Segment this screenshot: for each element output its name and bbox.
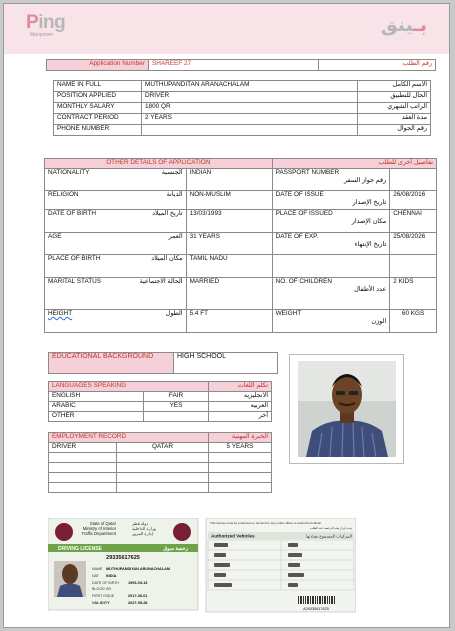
- table-row: [45, 233, 437, 255]
- table-row: [54, 81, 431, 92]
- employment-years: 5 YEARS: [209, 443, 272, 453]
- license-name-label: NAME: [92, 567, 103, 571]
- driving-license-image: [48, 518, 356, 614]
- detail-label-en: PLACE OF BIRTH: [48, 255, 101, 262]
- ping-logo: Ping Manpower: [26, 12, 66, 38]
- license-back-code: A29335617625: [303, 607, 329, 611]
- license-back-note: This license must be produced on demand to any police officer or authorized official: [210, 521, 321, 525]
- employment-title-ar: الخبرة المهنية: [209, 433, 272, 443]
- detail-label-ar: العمر: [168, 233, 183, 240]
- license-state-ar: دولة قطر: [132, 521, 149, 526]
- application-number-label-ar: رقم الطلب: [319, 60, 436, 71]
- detail-value: 13/03/1993: [186, 210, 272, 233]
- application-number-table: [46, 59, 436, 71]
- license-validity: 2027-05-28: [128, 601, 148, 605]
- table-row: [49, 433, 272, 443]
- license-nat-label: NAT: [92, 574, 99, 578]
- table-row: [49, 483, 272, 493]
- table-row: [45, 210, 437, 233]
- field-label-ar: الحال للتطبيق: [358, 92, 431, 103]
- detail-label-ar: الحالة الاجتماعية: [139, 278, 183, 285]
- language-name-ar: العربيه: [209, 402, 272, 412]
- detail-label-2: [272, 191, 390, 210]
- language-name: ENGLISH: [49, 392, 144, 402]
- detail-label-2-ar: تاريخ الإصدار: [352, 199, 387, 206]
- detail-value: MARRIED: [186, 278, 272, 310]
- languages-table: [48, 381, 272, 422]
- other-details-table: [44, 158, 437, 333]
- document-page: [3, 3, 450, 628]
- table-row: [45, 159, 437, 169]
- license-number: 29335617625: [106, 555, 140, 561]
- detail-label-ar: تاريخ الميلاد: [152, 210, 183, 217]
- table-row: [49, 453, 272, 463]
- detail-label-2: [272, 310, 390, 333]
- license-heading-ar: رخصة سوق: [163, 546, 188, 552]
- table-row: [49, 392, 272, 402]
- employment-position: DRIVER: [49, 443, 117, 453]
- detail-label-2-en: PASSPORT NUMBER: [275, 169, 340, 176]
- languages-title-ar: تكلم اللغات: [209, 382, 272, 392]
- detail-label-2: [272, 169, 390, 191]
- employment-years: [209, 463, 272, 473]
- detail-label-2-en: NO. OF CHILDREN: [275, 278, 333, 285]
- license-ministry: Ministry of Interior: [82, 526, 116, 531]
- detail-label: [45, 233, 187, 255]
- field-label-ar: رقم الجوال: [358, 125, 431, 136]
- field-label: MONTHLY SALARY: [54, 103, 142, 114]
- detail-label-ar: الطول: [165, 310, 183, 317]
- license-heading: DRIVING LICENSE: [58, 546, 102, 552]
- table-row: [54, 103, 431, 114]
- detail-value-2: 60 KGS: [390, 310, 437, 333]
- field-label-ar: الاسم الكامل: [358, 81, 431, 92]
- employment-position: [49, 463, 117, 473]
- detail-label: [45, 191, 187, 210]
- education-value: HIGH SCHOOL: [174, 353, 278, 374]
- language-name-ar: آخر: [209, 412, 272, 422]
- detail-label: [45, 278, 187, 310]
- license-state: State of Qatar: [89, 521, 116, 526]
- language-name-ar: الانجليزيه: [209, 392, 272, 402]
- education-label: EDUCATIONAL BACKGROUND: [49, 353, 174, 374]
- detail-label: [45, 210, 187, 233]
- field-label: POSITION APPLIED: [54, 92, 142, 103]
- field-label: PHONE NUMBER: [54, 125, 142, 136]
- license-blood-label: BLOOD GR.: [92, 587, 112, 591]
- detail-label-en: MARITAL STATUS: [48, 278, 102, 285]
- detail-value: TAMIL NADU: [186, 255, 272, 278]
- table-row: [49, 463, 272, 473]
- employment-position: [49, 473, 117, 483]
- license-name: MUTHUPANDIYAN ARUNACHALAM: [106, 567, 170, 571]
- table-row: [45, 255, 437, 278]
- detail-label-ar: الديانة: [166, 191, 183, 198]
- field-value: DRIVER: [142, 92, 358, 103]
- language-level: [144, 412, 209, 422]
- detail-label-2-ar: عدد الأطفال: [354, 286, 387, 293]
- detail-label-2: [272, 210, 390, 233]
- detail-label-2-ar: رقم جواز السفر: [343, 177, 387, 184]
- license-dob: 1993-03-13: [128, 581, 148, 585]
- table-row: [45, 310, 437, 333]
- detail-value-2: 26/08/2016: [390, 191, 437, 210]
- detail-label: [45, 255, 187, 278]
- employment-years: [209, 473, 272, 483]
- employment-position: [49, 483, 117, 493]
- detail-value-2: CHENNAI: [390, 210, 437, 233]
- letterhead: [4, 4, 449, 54]
- detail-value: 31 YEARS: [186, 233, 272, 255]
- detail-value-2: [390, 255, 437, 278]
- application-number-value: SHAREEF 27: [149, 60, 319, 71]
- detail-label-2-en: WEIGHT: [275, 310, 302, 317]
- license-first: 2017-06-01: [128, 594, 148, 598]
- table-row: [49, 473, 272, 483]
- license-back-note-ar: يجب إبراز هذه الرخصة عند الطلب: [309, 526, 352, 530]
- detail-value: INDIAN: [186, 169, 272, 191]
- applicant-photo: [289, 354, 404, 464]
- table-row: [49, 412, 272, 422]
- field-value: 2 YEARS: [142, 114, 358, 125]
- employment-table: [48, 432, 272, 493]
- license-back-title: Authorized Vehicles: [211, 533, 255, 539]
- detail-label-en: DATE OF BIRTH: [48, 210, 97, 217]
- other-details-title: OTHER DETAILS OF APPLICATION: [45, 159, 273, 169]
- table-row: [54, 114, 431, 125]
- language-name: ARABIC: [49, 402, 144, 412]
- detail-label-ar: مكان الميلاد: [151, 255, 183, 262]
- detail-label-ar: الجنسية: [161, 169, 183, 176]
- detail-label-2-ar: مكان الإصدار: [351, 218, 387, 225]
- license-first-label: FIRST ISSUE: [92, 594, 115, 598]
- detail-label-en: RELIGION: [48, 191, 79, 198]
- detail-value-2: 2 KIDS: [390, 278, 437, 310]
- detail-label-2-ar: الوزن: [371, 318, 387, 325]
- employment-position: [49, 453, 117, 463]
- detail-label-2: [272, 278, 390, 310]
- language-name: OTHER: [49, 412, 144, 422]
- field-label-ar: الراتب الشهري: [358, 103, 431, 114]
- employment-country: QATAR: [117, 443, 209, 453]
- detail-value-2: 25/08/2026: [390, 233, 437, 255]
- field-label-ar: مدة العقد: [358, 114, 431, 125]
- license-dept: Traffic Department: [81, 531, 116, 536]
- detail-label: [45, 169, 187, 191]
- table-row: [49, 443, 272, 453]
- other-details-title-ar: تفاصيل أخرى للطلب: [272, 159, 436, 169]
- detail-value: NON-MUSLIM: [186, 191, 272, 210]
- employment-years: [209, 453, 272, 463]
- detail-label-en: AGE: [48, 233, 62, 240]
- table-row: [45, 191, 437, 210]
- ping-logo-arabic: بـينق: [380, 14, 427, 36]
- table-row: [45, 169, 437, 191]
- license-dept-ar: إدارة المرور: [132, 531, 153, 536]
- detail-label-2-en: DATE OF EXP.: [275, 233, 319, 240]
- detail-label-en: NATIONALITY: [48, 169, 90, 176]
- table-row: [45, 278, 437, 310]
- language-level: FAIR: [144, 392, 209, 402]
- detail-value-2: [390, 169, 437, 191]
- table-row: [49, 382, 272, 392]
- languages-title: LANGUAGES SPEAKING: [49, 382, 209, 392]
- detail-label-2-ar: تاريخ الإنتهاء: [354, 241, 387, 248]
- license-dob-label: DATE OF BIRTH: [92, 581, 120, 585]
- field-value: [142, 125, 358, 136]
- field-value: 1800 QR: [142, 103, 358, 114]
- language-level: YES: [144, 402, 209, 412]
- detail-label-en: HEIGHT: [48, 310, 73, 317]
- license-validity-label: VALIDITY: [92, 600, 110, 605]
- education-table: [48, 352, 278, 374]
- field-label: NAME IN FULL: [54, 81, 142, 92]
- table-row: [54, 125, 431, 136]
- table-row: [49, 402, 272, 412]
- detail-label-2-en: PLACE OF ISSUED: [275, 210, 333, 217]
- basic-info-table: [53, 80, 431, 136]
- field-label: CONTRACT PERIOD: [54, 114, 142, 125]
- employment-country: [117, 463, 209, 473]
- employment-country: [117, 453, 209, 463]
- detail-value: 5.4 FT: [186, 310, 272, 333]
- detail-label-2: [272, 255, 390, 278]
- detail-label: [45, 310, 187, 333]
- employment-country: [117, 473, 209, 483]
- employment-years: [209, 483, 272, 493]
- employment-title: EMPLOYMENT RECORD: [49, 433, 209, 443]
- application-number-label: Application Number: [47, 60, 149, 71]
- detail-label-2: [272, 233, 390, 255]
- employment-country: [117, 483, 209, 493]
- field-value: MUTHUPANDITAN ARANACHALAM: [142, 81, 358, 92]
- license-back-title-ar: المركبات المسموح بقيادتها: [306, 533, 352, 539]
- detail-label-2-en: DATE OF ISSUE: [275, 191, 324, 198]
- license-ministry-ar: وزارة الداخلية: [132, 526, 156, 531]
- table-row: [54, 92, 431, 103]
- license-nat: INDIA: [106, 574, 117, 578]
